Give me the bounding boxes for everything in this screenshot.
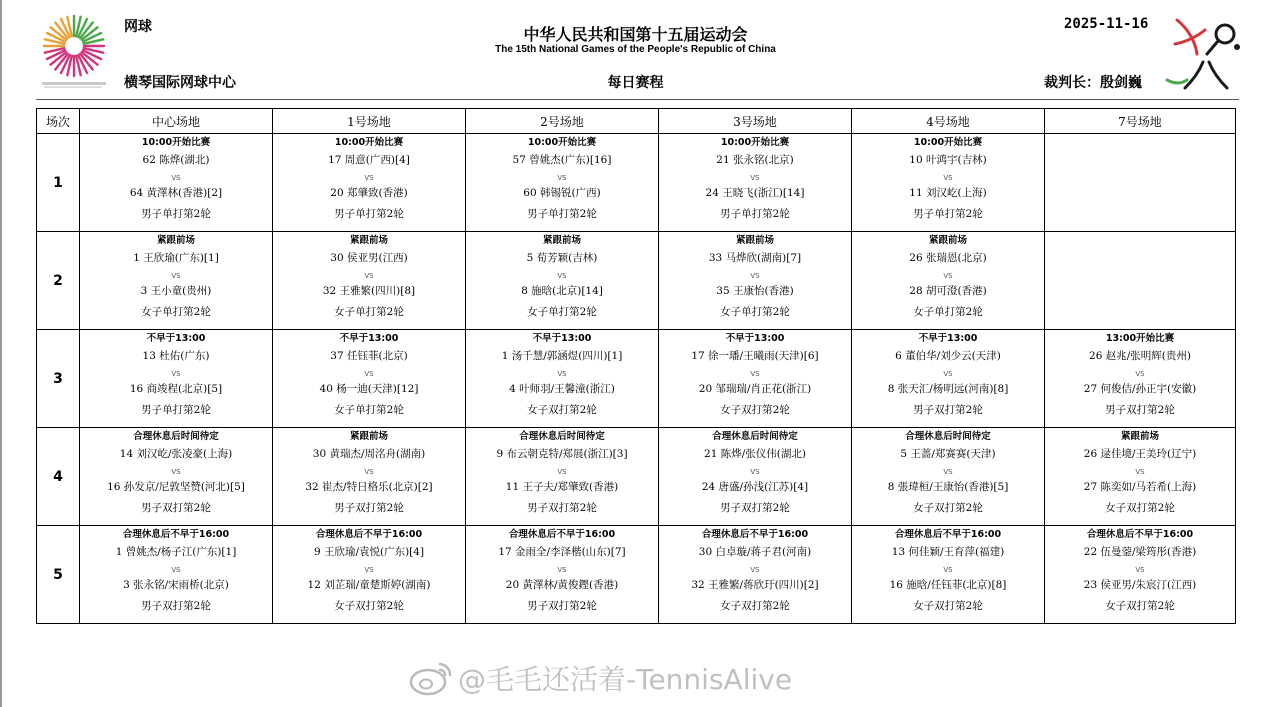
match-card (466, 529, 658, 614)
player-two: 16 施晗/任钰菲(北京)[8] (889, 579, 1007, 591)
match-card (273, 137, 465, 222)
player-one: 57 曾姚杰(广东)[16] (512, 154, 612, 166)
player-two: 16 孙发京/尼敦坚赞(河北)[5] (107, 481, 245, 493)
player-two: 23 侯亚男/朱宸汀(江西) (1083, 579, 1197, 591)
player-two: 27 何俊佶/孙正宇(安徽) (1083, 383, 1197, 395)
vs-label: VS (364, 468, 374, 476)
player-two: 32 王雅繁(四川)[8] (322, 285, 416, 297)
match-cell (273, 330, 466, 428)
player-two: 40 杨一迪(天津)[12] (319, 383, 419, 395)
player-two: 35 王康怡(香港) (716, 285, 794, 297)
vs-label: VS (364, 174, 374, 182)
match-card (1045, 431, 1235, 516)
player-two: 20 郑肇致(香港) (330, 187, 408, 199)
match-cell (852, 134, 1045, 232)
player-two: 11 刘汉屹(上海) (909, 187, 987, 199)
match-card (659, 137, 851, 222)
match-card (466, 137, 658, 222)
match-cell (852, 428, 1045, 526)
match-cell (659, 428, 852, 526)
schedule-date: 2025-11-16 (1064, 16, 1149, 32)
match-card (466, 235, 658, 320)
match-time: 紧跟前场 (928, 235, 967, 246)
player-one: 30 侯亚男(江西) (330, 252, 408, 264)
match-event: 女子单打第2轮 (334, 404, 404, 416)
vs-label: VS (557, 370, 567, 378)
vs-label: VS (171, 468, 181, 476)
match-card (852, 431, 1044, 516)
vs-label: VS (1135, 370, 1145, 378)
referee-label: 裁判长：殷剑巍 (1044, 75, 1142, 91)
match-cell (1045, 526, 1236, 624)
vs-label: VS (1135, 468, 1145, 476)
player-one: 26 张瑞恩(北京) (909, 252, 987, 264)
round-column-header: 场次 (37, 109, 80, 134)
match-cell (1045, 330, 1236, 428)
player-one: 62 陈烨(湖北) (142, 154, 210, 166)
match-time: 10:00开始比赛 (141, 137, 211, 148)
player-one: 1 王欣瑜(广东)[1] (133, 252, 219, 264)
match-cell (80, 526, 273, 624)
match-card (80, 137, 272, 222)
match-time: 紧跟前场 (542, 235, 581, 246)
match-cell (659, 526, 852, 624)
event-title-english: The 15th National Games of the People's Republic of China (495, 44, 776, 55)
player-one: 17 金雨全/李泽楷(山东)[7] (498, 546, 626, 558)
match-cell (466, 232, 659, 330)
match-event: 女子双打第2轮 (1105, 600, 1175, 612)
match-card (273, 431, 465, 516)
table-row (37, 428, 1236, 526)
match-cell (659, 134, 852, 232)
player-two: 24 唐盛/孙浅(江苏)[4] (701, 481, 809, 493)
table-header-row (37, 109, 1236, 134)
player-one: 21 张永铭(北京) (716, 154, 794, 166)
vs-label: VS (943, 468, 953, 476)
match-cell (466, 134, 659, 232)
player-one: 9 王欣瑜/袁悦(广东)[4] (313, 546, 425, 558)
event-title: 中华人民共和国第十五届运动会 (523, 25, 748, 44)
player-one: 6 董伯华/刘少云(天津) (895, 350, 1001, 362)
match-card (80, 333, 272, 418)
court-column-header: 1号场地 (273, 109, 466, 134)
venue-name: 横琴国际网球中心 (124, 75, 236, 91)
player-one: 26 赵兆/张明辉(贵州) (1089, 350, 1191, 362)
schedule-label: 每日赛程 (607, 75, 664, 91)
player-one: 14 刘汉屹/张凌豪(上海) (119, 448, 233, 460)
court-column-header: 4号场地 (852, 109, 1045, 134)
round-number: 1 (37, 134, 80, 232)
tennis-emblem-icon (1163, 14, 1243, 92)
match-card (466, 333, 658, 418)
player-two: 8 张天汇/杨明远(河南)[8] (887, 383, 1009, 395)
vs-label: VS (557, 272, 567, 280)
player-two: 27 陈奕如/马若希(上海) (1083, 481, 1197, 493)
vs-label: VS (943, 566, 953, 574)
match-cell (1045, 232, 1236, 330)
match-time: 紧跟前场 (1120, 431, 1159, 442)
player-one: 26 逯佳境/王美玲(辽宁) (1083, 448, 1197, 460)
match-time: 不早于13:00 (146, 333, 206, 344)
match-card (659, 333, 851, 418)
match-event: 女子双打第2轮 (913, 600, 983, 612)
vs-label: VS (750, 272, 760, 280)
match-time: 合理休息后时间待定 (133, 431, 219, 442)
player-two: 28 胡可澄(香港) (909, 285, 987, 297)
match-cell (80, 428, 273, 526)
player-one: 10 叶鸿宇(吉林) (909, 154, 987, 166)
match-event: 女子双打第2轮 (1105, 502, 1175, 514)
match-time: 10:00开始比赛 (720, 137, 790, 148)
match-event: 男子单打第2轮 (334, 208, 404, 220)
match-time: 合理休息后不早于16:00 (508, 529, 616, 540)
match-event: 女子单打第2轮 (334, 306, 404, 318)
vs-label: VS (171, 370, 181, 378)
match-event: 男子单打第2轮 (141, 404, 211, 416)
match-card (273, 333, 465, 418)
vs-label: VS (750, 468, 760, 476)
match-card (852, 137, 1044, 222)
table-row (37, 526, 1236, 624)
match-event: 女子单打第2轮 (527, 306, 597, 318)
match-event: 女子单打第2轮 (720, 306, 790, 318)
player-two: 12 刘芷瑞/童楚斯婷(湖南) (307, 579, 431, 591)
match-cell (1045, 134, 1236, 232)
player-one: 9 布云朝克特/郑展(浙江)[3] (496, 448, 628, 460)
table-row (37, 134, 1236, 232)
match-card (852, 333, 1044, 418)
match-time: 合理休息后不早于16:00 (701, 529, 809, 540)
match-cell (466, 526, 659, 624)
match-time: 合理休息后不早于16:00 (894, 529, 1002, 540)
match-time: 10:00开始比赛 (334, 137, 404, 148)
schedule-table (36, 108, 1236, 624)
match-card (659, 431, 851, 516)
match-card (1045, 333, 1235, 418)
match-cell (80, 134, 273, 232)
match-event: 男子单打第2轮 (913, 208, 983, 220)
match-card (852, 235, 1044, 320)
watermark-text: @毛毛还活着-TennisAlive (458, 663, 793, 696)
match-cell (659, 232, 852, 330)
round-number: 4 (37, 428, 80, 526)
watermark (408, 656, 792, 700)
match-event: 男子双打第2轮 (913, 404, 983, 416)
vs-label: VS (557, 566, 567, 574)
player-one: 13 杜佑(广东) (142, 350, 210, 362)
vs-label: VS (1135, 566, 1145, 574)
match-event: 男子双打第2轮 (1105, 404, 1175, 416)
match-event: 女子单打第2轮 (913, 306, 983, 318)
left-edge-rule (0, 0, 2, 707)
match-cell (273, 428, 466, 526)
match-card (273, 235, 465, 320)
player-one: 1 汤千慧/郭涵煜(四川)[1] (501, 350, 623, 362)
match-event: 男子双打第2轮 (141, 600, 211, 612)
match-event: 女子单打第2轮 (141, 306, 211, 318)
player-two: 11 王子夫/郑肇致(香港) (505, 481, 619, 493)
player-two: 20 邹瑞瑞/肖正花(浙江) (698, 383, 812, 395)
match-cell (852, 232, 1045, 330)
match-time: 10:00开始比赛 (527, 137, 597, 148)
match-card (273, 529, 465, 614)
player-two: 32 崔杰/特日格乐(北京)[2] (305, 481, 433, 493)
match-card (80, 235, 272, 320)
match-event: 男子单打第2轮 (141, 208, 211, 220)
match-cell (80, 330, 273, 428)
player-one: 17 徐一璠/王曦雨(天津)[6] (691, 350, 819, 362)
court-column-header: 中心场地 (80, 109, 273, 134)
player-one: 33 马烨欣(湖南)[7] (708, 252, 802, 264)
match-event: 男子双打第2轮 (334, 502, 404, 514)
match-cell (466, 330, 659, 428)
match-time: 不早于13:00 (532, 333, 592, 344)
match-event: 女子双打第2轮 (527, 404, 597, 416)
match-time: 10:00开始比赛 (913, 137, 983, 148)
match-cell (273, 134, 466, 232)
match-event: 女子双打第2轮 (913, 502, 983, 514)
match-card (80, 529, 272, 614)
match-card (659, 529, 851, 614)
vs-label: VS (364, 566, 374, 574)
match-time: 合理休息后时间待定 (519, 431, 605, 442)
vs-label: VS (750, 174, 760, 182)
vs-label: VS (171, 272, 181, 280)
player-two: 60 韩锡锐(广西) (523, 187, 601, 199)
match-time: 合理休息后不早于16:00 (122, 529, 230, 540)
match-time: 不早于13:00 (725, 333, 785, 344)
match-card (80, 431, 272, 516)
player-two: 3 王小童(贵州) (140, 285, 212, 297)
match-card (1045, 529, 1235, 614)
match-event: 女子双打第2轮 (720, 404, 790, 416)
player-two: 64 黄澤林(香港)[2] (129, 187, 223, 199)
match-time: 合理休息后不早于16:00 (315, 529, 423, 540)
match-event: 男子双打第2轮 (527, 502, 597, 514)
vs-label: VS (364, 272, 374, 280)
vs-label: VS (943, 370, 953, 378)
match-time: 不早于13:00 (339, 333, 399, 344)
match-event: 男子双打第2轮 (527, 600, 597, 612)
player-two: 16 商竣程(北京)[5] (129, 383, 223, 395)
vs-label: VS (750, 370, 760, 378)
match-cell (659, 330, 852, 428)
match-card (852, 529, 1044, 614)
vs-label: VS (557, 174, 567, 182)
player-one: 22 伍曼蓥/梁筠彤(香港) (1083, 546, 1197, 558)
player-one: 5 王蔷/郑赛赛(天津) (900, 448, 996, 460)
match-time: 紧跟前场 (735, 235, 774, 246)
player-two: 3 张永铭/宋雨桥(北京) (123, 579, 229, 591)
match-cell (852, 330, 1045, 428)
player-one: 17 周意(广西)[4] (328, 154, 410, 166)
weibo-icon (408, 658, 454, 698)
match-time: 13:00开始比赛 (1105, 333, 1175, 344)
vs-label: VS (943, 272, 953, 280)
court-column-header: 7号场地 (1045, 109, 1236, 134)
match-event: 女子双打第2轮 (334, 600, 404, 612)
sport-name: 网球 (124, 19, 152, 35)
match-time: 不早于13:00 (918, 333, 978, 344)
match-time: 合理休息后时间待定 (905, 431, 991, 442)
vs-label: VS (557, 468, 567, 476)
player-two: 8 施晗(北京)[14] (521, 285, 603, 297)
match-event: 女子双打第2轮 (720, 600, 790, 612)
table-row (37, 330, 1236, 428)
match-card (466, 431, 658, 516)
player-one: 30 黄瑞杰/周洺舟(湖南) (312, 448, 426, 460)
match-event: 男子单打第2轮 (720, 208, 790, 220)
match-time: 紧跟前场 (349, 235, 388, 246)
player-one: 37 任钰菲(北京) (330, 350, 408, 362)
match-cell (273, 526, 466, 624)
match-cell (466, 428, 659, 526)
court-column-header: 2号场地 (466, 109, 659, 134)
round-number: 2 (37, 232, 80, 330)
header-divider (36, 99, 1239, 100)
vs-label: VS (364, 370, 374, 378)
match-time: 紧跟前场 (349, 431, 388, 442)
vs-label: VS (171, 174, 181, 182)
player-one: 1 曾姚杰/杨子江(广东)[1] (115, 546, 237, 558)
match-event: 男子双打第2轮 (141, 502, 211, 514)
player-two: 4 叶师羽/王馨潼(浙江) (509, 383, 615, 395)
player-two: 20 黃澤林/黄俊鏗(香港) (505, 579, 619, 591)
match-time: 合理休息后不早于16:00 (1086, 529, 1194, 540)
match-cell (1045, 428, 1236, 526)
player-two: 32 王雅繁/蒋欣玗(四川)[2] (691, 579, 819, 591)
player-one: 30 白卓璇/蒋子君(河南) (698, 546, 812, 558)
player-two: 24 王晓飞(浙江)[14] (705, 187, 805, 199)
vs-label: VS (943, 174, 953, 182)
player-one: 5 荀芳颖(吉林) (526, 252, 598, 264)
match-time: 合理休息后时间待定 (712, 431, 798, 442)
round-number: 5 (37, 526, 80, 624)
match-event: 男子单打第2轮 (527, 208, 597, 220)
round-number: 3 (37, 330, 80, 428)
match-event: 男子双打第2轮 (720, 502, 790, 514)
match-cell (273, 232, 466, 330)
match-cell (852, 526, 1045, 624)
match-card (659, 235, 851, 320)
player-one: 21 陈烨/张仪伟(湖北) (704, 448, 806, 460)
match-cell (80, 232, 273, 330)
player-one: 13 何佳颖/王育萍(福建) (891, 546, 1005, 558)
court-column-header: 3号场地 (659, 109, 852, 134)
match-time: 紧跟前场 (156, 235, 195, 246)
vs-label: VS (750, 566, 760, 574)
player-two: 8 張瑋桓/王康怡(香港)[5] (887, 481, 1009, 493)
vs-label: VS (171, 566, 181, 574)
table-row (37, 232, 1236, 330)
